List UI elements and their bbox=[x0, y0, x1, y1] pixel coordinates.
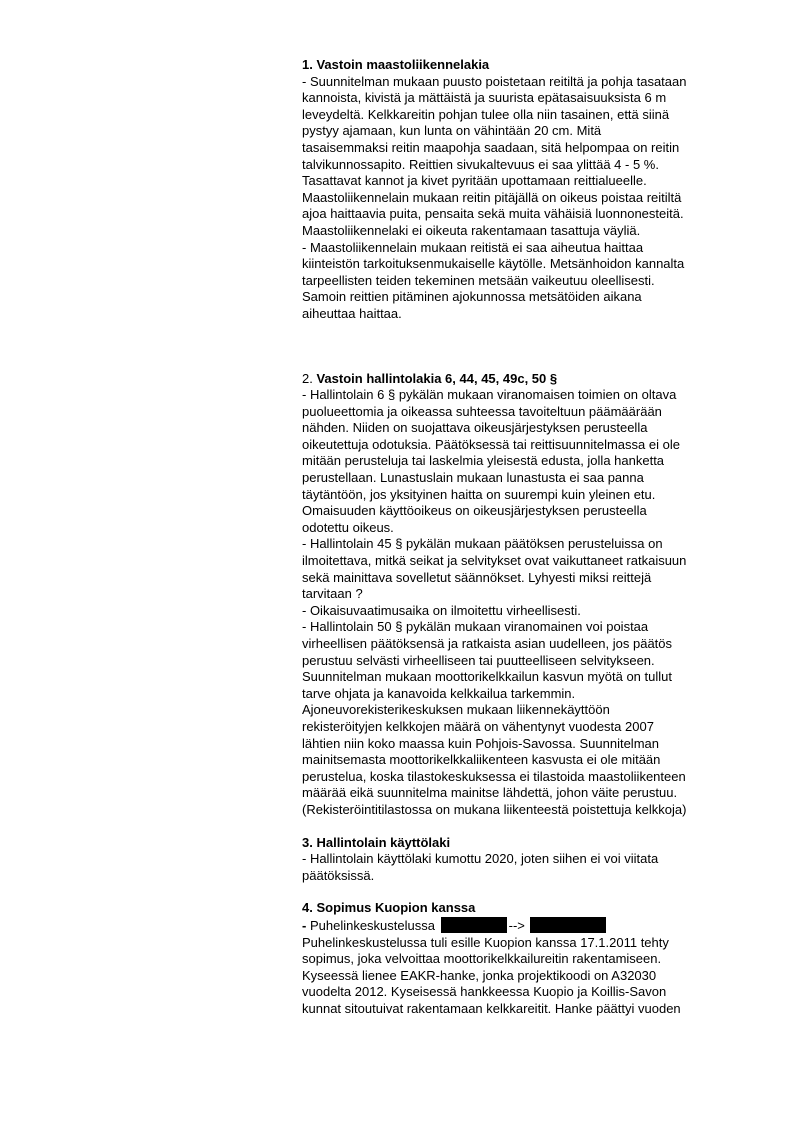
paragraph-line: Kyseessä lienee EAKR-hanke, jonka projektikoodi on A32030 bbox=[302, 967, 657, 983]
paragraph-line: kannoista, kivistä ja mättäistä ja suurista epätasaisuuksista 6 m bbox=[302, 90, 667, 106]
paragraph-line: kunnat sitoutuivat rakentamaan kelkkareitit. Hanke päättyi vuoden bbox=[302, 1000, 681, 1016]
paragraph-line: Ajoneuvorekisterikeskuksen mukaan liikennekäyttöön bbox=[302, 702, 610, 718]
paragraph-line: tasaisemmaksi reitin maapohja saadaan, sitä helpompaa on reitin bbox=[302, 139, 680, 155]
paragraph-line: Suunnitelman mukaan moottorikelkkailun kasvun myötä on tullut bbox=[302, 669, 672, 685]
paragraph-line: oikeutettuja odotuksia. Päätöksessä tai reittisuunnitelmassa ei ole bbox=[302, 436, 680, 452]
section-heading: 2. Vastoin hallintolakia 6, 44, 45, 49c, 50 § bbox=[302, 370, 558, 386]
redaction-box bbox=[530, 917, 606, 933]
paragraph-line: täytäntöön, jos yksityinen haitta on suurempi kuin yleinen etu. bbox=[302, 486, 656, 502]
paragraph-line: leveydeltä. Kelkkareitin pohjan tulee olla niin tasainen, että siinä bbox=[302, 106, 670, 122]
paragraph-line: määrää eikä suunnitelma mainitse lähdettä, johon väite perustuu. bbox=[302, 785, 678, 801]
paragraph-line: - Hallintolain 45 § pykälän mukaan päätöksen perusteluissa on bbox=[302, 536, 663, 552]
paragraph-line: Maastoliikennelaki ei oikeuta rakentamaan tasattuja väyliä. bbox=[302, 222, 641, 238]
paragraph-line: sekä mainittava sovelletut säännökset. Lyhyesti miksi reittejä bbox=[302, 569, 652, 585]
paragraph-line: rekisteröityjen kelkkojen määrä on vähentynyt vuodesta 2007 bbox=[302, 718, 654, 734]
paragraph-line: aiheuttaa haittaa. bbox=[302, 305, 402, 321]
paragraph-line: - Hallintolain 50 § pykälän mukaan viranomainen voi poistaa bbox=[302, 619, 649, 635]
paragraph-line: Tasattavat kannot ja kivet pyritään upottamaan reittialueelle. bbox=[302, 173, 647, 189]
paragraph-line: Puhelinkeskustelussa tuli esille Kuopion kanssa 17.1.2011 tehty bbox=[302, 934, 669, 950]
paragraph-line: ajoa haittaavia puita, pensaita sekä muita vähäisiä luonnonesteitä. bbox=[302, 206, 684, 222]
section-4 bbox=[302, 900, 742, 1017]
paragraph-line: mitään perusteluja tai laskelmia yleisestä edusta, jolla hanketta bbox=[302, 453, 665, 469]
paragraph-line: - Hallintolain käyttölaki kumottu 2020, joten siihen ei voi viitata bbox=[302, 851, 659, 867]
paragraph-line: Omaisuuden käyttöoikeus on oikeusjärjestyksen perusteella bbox=[302, 503, 647, 519]
section-3 bbox=[302, 835, 742, 885]
paragraph-line: Maastoliikennelain mukaan reitin pitäjällä on oikeus poistaa reitiltä bbox=[302, 189, 682, 205]
paragraph-line: - Suunnitelman mukaan puusto poistetaan reitiltä ja pohja tasataan bbox=[302, 73, 687, 89]
paragraph-line: odotettu oikeus. bbox=[302, 519, 394, 535]
section-heading: 3. Hallintolain käyttölaki bbox=[302, 834, 451, 850]
paragraph-line: perustellaan. Lunastuslain mukaan lunastusta ei saa panna bbox=[302, 470, 644, 486]
paragraph-line: - Maastoliikennelain mukaan reitistä ei saa aiheutua haittaa bbox=[302, 239, 644, 255]
paragraph-line: - Hallintolain 6 § pykälän mukaan viranomaisen toimien on oltava bbox=[302, 387, 677, 403]
paragraph-line: (Rekisteröintitilastossa on mukana liikenteestä poistettuja kelkkoja) bbox=[302, 801, 687, 817]
redacted-line: - Puhelinkeskustelussa --> bbox=[302, 917, 742, 935]
paragraph-line: puolueettomia ja oikeassa suhteessa tavoiteltuun päämäärään bbox=[302, 403, 662, 419]
paragraph-line: pystyy ajamaan, kun lunta on vähintään 20 cm. Mitä bbox=[302, 123, 602, 139]
section-2 bbox=[302, 371, 742, 819]
paragraph-line: kiinteistön tarkoituksenmukaiselle käytölle. Metsänhoidon kannalta bbox=[302, 256, 685, 272]
document-body bbox=[302, 57, 742, 1017]
paragraph-line: mainitsemasta moottorikelkkaliikenteen kasvusta ei ole mitään bbox=[302, 752, 661, 768]
paragraph-line: vuodelta 2012. Kyseisessä hankkeessa Kuopio ja Koillis-Savon bbox=[302, 984, 667, 1000]
paragraph-line: tarve ohjata ja kanavoida kelkkailua tarkemmin. bbox=[302, 685, 576, 701]
paragraph-line: sopimus, joka velvoittaa moottorikelkkailureitin rakentamiseen. bbox=[302, 951, 662, 967]
paragraph-line: virheellisen päätöksensä ja ratkaista asian uudelleen, jos päätös bbox=[302, 636, 673, 651]
section-heading: 1. Vastoin maastoliikennelakia bbox=[302, 57, 490, 72]
paragraph-line: tarvitaan ? bbox=[302, 586, 363, 602]
redaction-box bbox=[441, 917, 507, 933]
paragraph-line: perustelua, koska tilastokeskuksessa ei tilastoida maastoliikenteen bbox=[302, 768, 686, 784]
paragraph-line: tarpeellisten teiden tekeminen metsään vaikeutuu oleellisesti. bbox=[302, 272, 655, 288]
section-1 bbox=[302, 57, 742, 323]
paragraph-line: ilmoitettava, mitkä seikat ja selvitykset ovat vaikuttaneet ratkaisuun bbox=[302, 553, 687, 569]
paragraph-line: lähtien niin koko maassa kuin Pohjois-Savossa. Suunnitelman bbox=[302, 735, 659, 751]
paragraph-line: päätöksissä. bbox=[302, 867, 375, 883]
paragraph-line: Samoin reittien pitäminen ajokunnossa metsätöiden aikana bbox=[302, 289, 642, 305]
paragraph-line: talvikunnossapito. Reittien sivukaltevuus ei saa ylittää 4 - 5 %. bbox=[302, 156, 659, 172]
paragraph-line: - Oikaisuvaatimusaika on ilmoitettu virheellisesti. bbox=[302, 602, 581, 618]
paragraph-line: nähden. Niiden on suojattava oikeusjärjestyksen perusteella bbox=[302, 420, 648, 436]
paragraph-line: perustuu selvästi virheelliseen tai puutteelliseen selvitykseen. bbox=[302, 652, 655, 668]
section-heading: 4. Sopimus Kuopion kanssa bbox=[302, 900, 476, 916]
